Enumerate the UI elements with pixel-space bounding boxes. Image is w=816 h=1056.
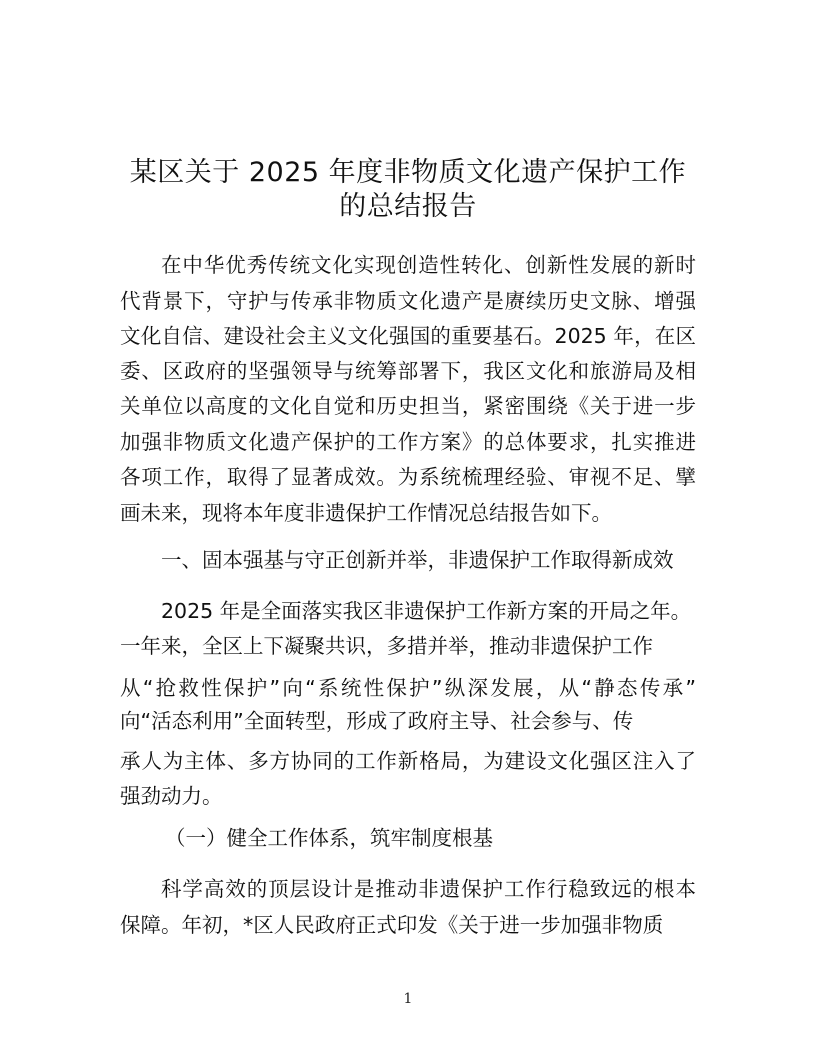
subsection1-line: 保障。年初，*区人民政府正式印发《关于进一步加强非物质 xyxy=(120,913,664,937)
report-title-line-2: 的总结报告 xyxy=(339,191,477,222)
subsection1-line: 科学高效的顶层设计是推动非遗保护工作行稳致远的根本 xyxy=(161,877,696,901)
intro-line: 各项工作，取得了显著成效。为系统梳理经验、审视不足、擘 xyxy=(120,465,696,489)
section-heading: 一、固本强基与守正创新并举，非遗保护工作取得新成效 xyxy=(161,548,674,572)
section1-line: 承人为主体、多方协同的工作新格局，为建设文化强区注入了 xyxy=(120,749,696,773)
subsection-heading: （一）健全工作体系，筑牢制度根基 xyxy=(165,826,493,850)
section1-line: 一年来，全区上下凝聚共识，多措并举，推动非遗保护工作 xyxy=(120,634,653,658)
section1-line: 2025 年是全面落实我区非遗保护工作新方案的开局之年。 xyxy=(161,599,692,623)
intro-line: 画未来，现将本年度非遗保护工作情况总结报告如下。 xyxy=(120,501,612,525)
section1-line: 向“活态利用”全面转型，形成了政府主导、社会参与、传 xyxy=(120,709,634,733)
intro-line: 委、区政府的坚强领导与统筹部署下，我区文化和旅游局及相 xyxy=(120,359,696,383)
report-title-line-1: 某区关于 2025 年度非物质文化遗产保护工作 xyxy=(129,157,687,188)
intro-line: 文化自信、建设社会主义文化强国的重要基石。2025 年，在区 xyxy=(120,324,696,348)
intro-line: 加强非物质文化遗产保护的工作方案》的总体要求，扎实推进 xyxy=(120,430,696,454)
intro-line: 代背景下，守护与传承非物质文化遗产是赓续历史文脉、增强 xyxy=(120,289,696,313)
intro-line: 在中华优秀传统文化实现创造性转化、创新性发展的新时 xyxy=(161,253,696,277)
intro-line: 关单位以高度的文化自觉和历史担当，紧密围绕《关于进一步 xyxy=(120,394,696,418)
page-number: 1 xyxy=(403,991,413,1007)
section1-line: 从“抢救性保护”向“系统性保护”纵深发展，从“静态传承” xyxy=(120,676,696,700)
section1-line: 强劲动力。 xyxy=(120,784,223,808)
